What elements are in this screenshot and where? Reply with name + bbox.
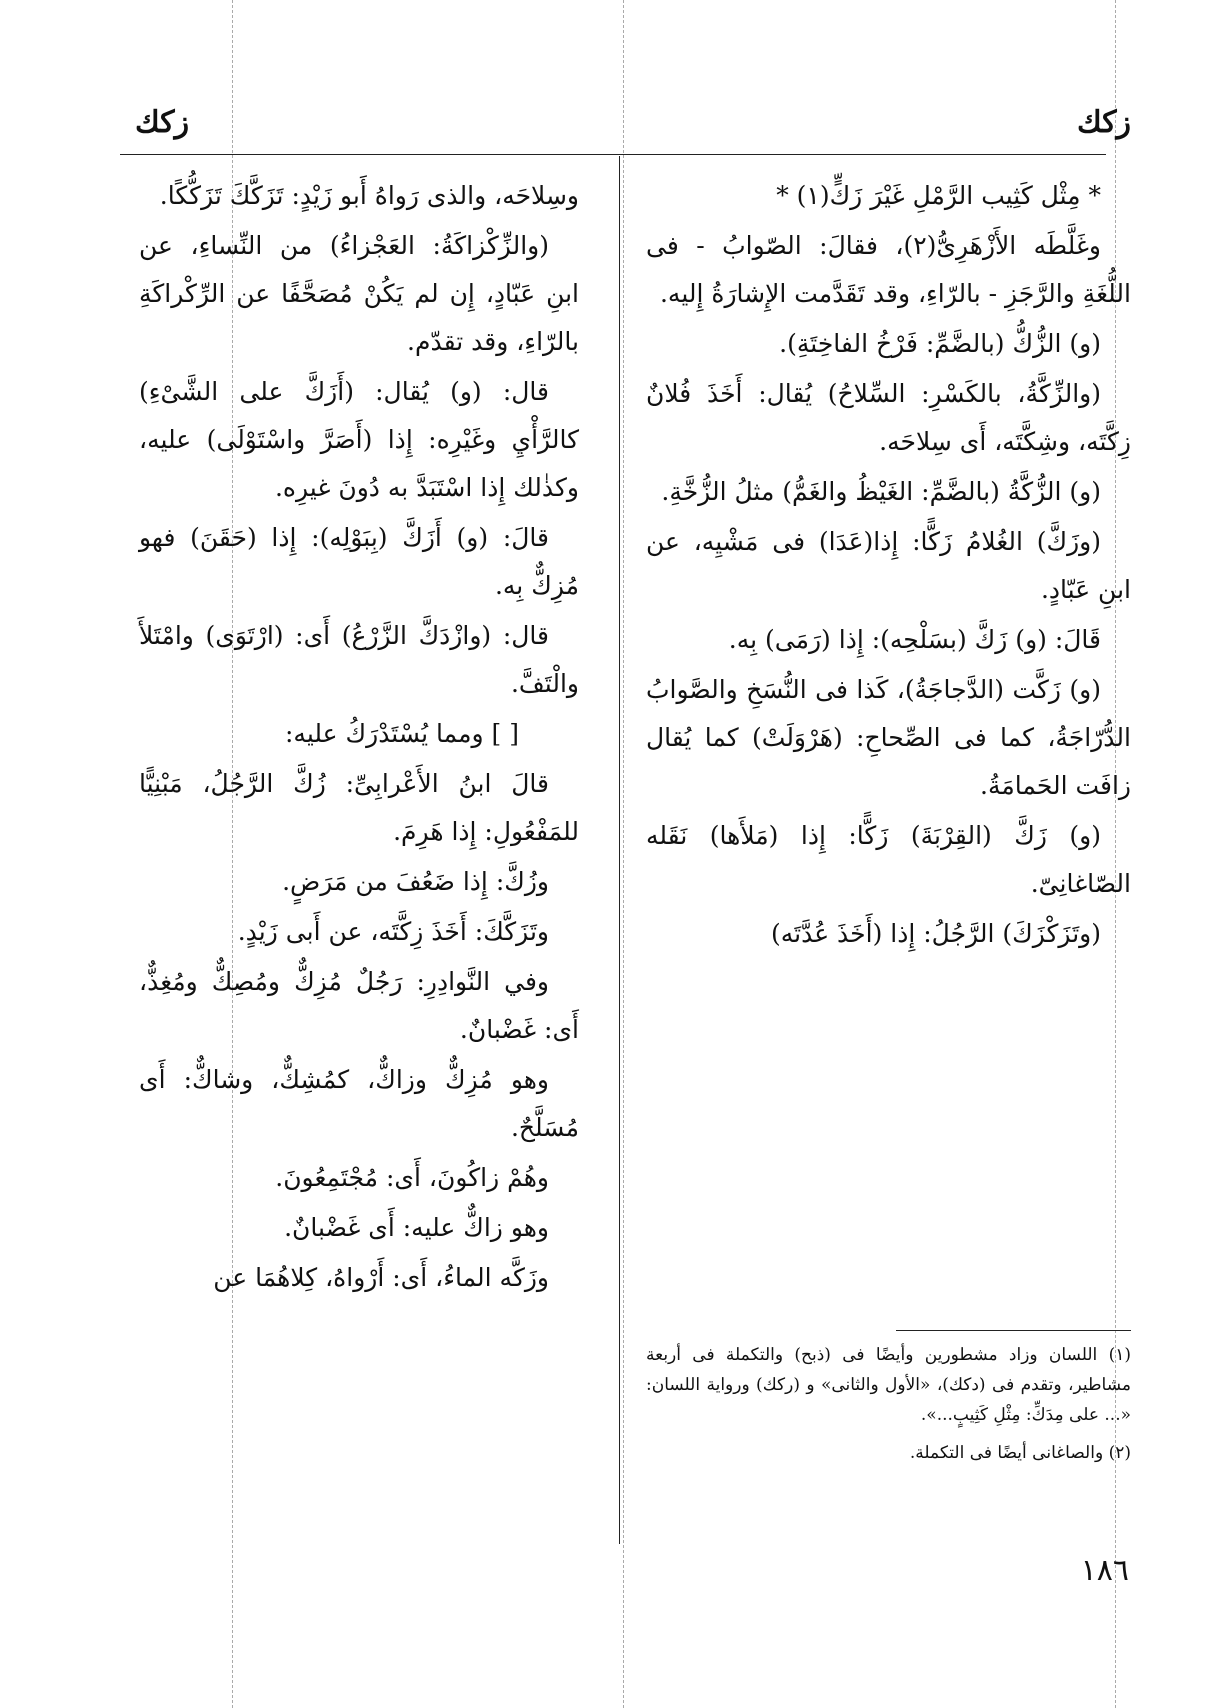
paragraph: قال: (وازْدَكَّ الزَّرْعُ) أَى: (ارْتَوَى) وامْتَلأَ والْتَفَّ.: [139, 621, 579, 698]
paragraph: وتَزَكَّكَ: أَخَذَ زِكَّتَه، عن أَبى زَيْدٍ.: [237, 917, 549, 946]
paragraph: وهُمْ زاكُونَ، أَى: مُجْتَمِعُونَ.: [275, 1163, 549, 1192]
footnote: (٢) والصاغانى أيضًا فى التكملة.: [909, 1443, 1131, 1463]
paragraph: قالَ: (و) أَزَكَّ (بِبَوْلِه): إِذا (حَقَنَ) فهو مُزِكٌّ بِه.: [139, 523, 579, 600]
paragraph: (و) الزُّكَّةُ (بالضَّمِّ: الغَيْظُ والغَمُّ) مثلُ الزُّخَّةِ.: [661, 477, 1101, 506]
paragraph: وسِلاحَه، والذى رَواهُ أَبو زَيْدٍ: تَزَكَّكَ تَزَكُّكًا.: [159, 181, 579, 210]
scan-guide-line: [623, 0, 625, 1708]
right-column: [646, 172, 1131, 960]
paragraph: وهو زاكٌّ عليه: أَى غَضْبانٌ.: [284, 1213, 549, 1242]
paragraph: وزَكَّه الماءُ، أَى: أَرْواهُ، كِلاهُمَا عن: [213, 1263, 549, 1292]
paragraph: قال: (و) يُقال: (أَزَكَّ على الشَّىْءِ) كالرَّأْيِ وغَيْرِه: إِذا (أَصَرَّ واسْتَوْلَى) عليه، وكذٰلك إِذا اسْتَبَدَّ به دُونَ غيرِه.: [139, 377, 579, 502]
paragraph: وهو مُزِكٌّ وزاكٌّ، كمُشِكٌّ، وشاكٌّ: أَى مُسَلَّحٌ.: [139, 1065, 579, 1142]
footnote: (١) اللسان وزاد مشطورين وأيضًا فى (ذبح) والتكملة فى أربعة مشاطير، وتقدم فى (دكك)، «الأول والثانى» و (ركك) ورواية اللسان: «... على مِدَكِّ: مِثْلِ كَثِيبٍ...».: [646, 1345, 1131, 1425]
paragraph: قَالَ: (و) زَكَّ (بسَلْحِه): إِذا (رَمَى) بِه.: [728, 625, 1101, 654]
page-number: ١٨٦: [1080, 1553, 1129, 1588]
paragraph: (وتَزَكْزَكَ) الرَّجُلُ: إِذا (أَخَذَ عُدَّتَه): [770, 919, 1101, 948]
paragraph: وفي النَّوادِرِ: رَجُلٌ مُزِكٌّ ومُصِكٌّ ومُغِذٌّ، أَى: غَضْبانٌ.: [139, 967, 579, 1044]
paragraph: (وزَكَّ) الغُلامُ زَكًّا: إِذا(عَدَا) فى مَشْيِه، عن ابنِ عَبّادٍ.: [646, 527, 1131, 604]
paragraph: (و) الزُّكُّ (بالضَّمِّ: فَرْخُ الفاخِتَةِ).: [779, 329, 1101, 358]
paragraph: قالَ ابنُ الأَعْرابِىِّ: زُكَّ الرَّجُلُ، مَبْنِيًّا للمَفْعُولِ: إِذا هَرِمَ.: [139, 769, 579, 846]
paragraph: وغَلَّطَه الأَزْهَرِىُّ(٢)، فقالَ: الصّوابُ - فى اللُّغَةِ والرَّجَزِ - بالرّاءِ، وقد تَقَدَّمت الإِشارَةُ إِليه.: [646, 231, 1131, 308]
paragraph: وزُكَّ: إِذا ضَعُفَ من مَرَضٍ.: [282, 867, 549, 896]
paragraph: (و) زَكَّت (الدَّجاجَةُ)، كَذا فى النُّسَخِ والصَّوابُ الدُّرّاجَةُ، كما فى الصِّحاحِ: (هَرْوَلَتْ) كما يُقال زافَت الحَمامَةُ.: [646, 675, 1131, 800]
paragraph: * مِثْل كَثِيب الرَّمْلِ غَيْرَ زَكٍّ(١) *: [776, 181, 1101, 210]
running-header-right: زكك: [1076, 105, 1131, 140]
footnote-rule: [896, 1330, 1131, 1331]
footnotes: [646, 1340, 1131, 1476]
section-heading: [ ] ومما يُسْتَدْرَكُ عليه:: [285, 719, 519, 748]
paragraph: (والزِّكَّةُ، بالكَسْرِ: السِّلاحُ) يُقال: أَخَذَ فُلانٌ زِكَّتَه، وشِكَّتَه، أَى سِلاحَه.: [646, 379, 1131, 456]
paragraph: (والزِّكْزاكَةُ: العَجْزاءُ) من النِّساءِ، عن ابنِ عَبّادٍ، إِن لم يَكُنْ مُصَحَّفًا عن الرِّكْراكَةِ بالرّاءِ، وقد تقدّم.: [139, 231, 579, 356]
left-column: [139, 172, 579, 1304]
paragraph: (و) زَكَّ (القِرْبَةَ) زَكًّا: إِذا (مَلأَها) نَقَله الصّاغانِىّ.: [646, 821, 1131, 898]
header-rule: [120, 154, 1106, 155]
column-divider: [619, 156, 620, 1544]
running-header-left: زكك: [135, 105, 190, 140]
